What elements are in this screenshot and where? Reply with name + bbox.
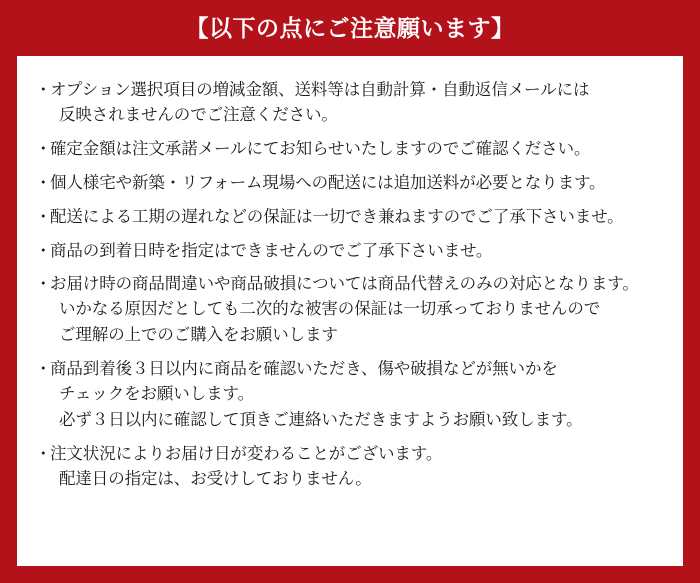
notice-item	[35, 78, 669, 128]
bullet-icon: ・	[35, 81, 52, 99]
notice-item-text: お届け時の商品間違いや商品破損については商品代替えのみの対応となります。	[50, 275, 639, 294]
notice-item-text: 商品の到着日時を指定はできませんのでご了承下さいませ。	[50, 241, 493, 260]
notice-item-lead	[35, 137, 669, 162]
notice-item-text: オプション選択項目の増減金額、送料等は自動計算・自動返信メールには	[50, 81, 590, 99]
notice-item-continuation: チェックをお願いします。	[59, 384, 254, 403]
notice-item-lead	[35, 357, 669, 382]
notice-item-text: 個人様宅や新築・リフォーム現場への配送には追加送料が必要となります。	[50, 174, 606, 193]
bullet-icon: ・	[35, 275, 52, 294]
bullet-icon: ・	[35, 174, 52, 193]
notice-item-lead	[35, 78, 669, 103]
notice-item-continuation: 配達日の指定は、お受けしておりません。	[59, 469, 372, 488]
notice-list	[35, 78, 669, 492]
notice-item-lead	[35, 171, 669, 196]
bullet-icon: ・	[35, 445, 52, 464]
bullet-icon: ・	[35, 360, 52, 379]
bullet-icon: ・	[35, 241, 52, 260]
bullet-icon: ・	[35, 207, 52, 226]
notice-item-lead	[35, 442, 669, 467]
notice-item	[35, 272, 669, 348]
bullet-icon: ・	[35, 140, 52, 159]
notice-item	[35, 137, 669, 162]
notice-item	[35, 239, 669, 264]
notice-item-lead	[35, 272, 669, 297]
notice-item-continuation: いかなる原因だとしても二次的な被害の保証は一切承っておりませんので	[59, 300, 601, 319]
notice-title: 【以下の点にご注意願います】	[185, 15, 515, 41]
notice-item-text: 配送による工期の遅れなどの保証は一切でき兼ねますのでご了承下さいませ。	[50, 207, 624, 226]
notice-item-continuation: ご理解の上でのご購入をお願いします	[59, 325, 338, 344]
notice-item	[35, 171, 669, 196]
notice-body	[17, 56, 683, 566]
notice-item-text: 商品到着後３日以内に商品を確認いただき、傷や破損などが無いかを	[50, 360, 558, 379]
notice-item-continuation: 反映されませんのでご注意ください。	[59, 105, 338, 124]
notice-item-lead	[35, 205, 669, 230]
notice-item-text: 注文状況によりお届け日が変わることがございます。	[50, 445, 443, 464]
notice-item-lead	[35, 239, 669, 264]
notice-item	[35, 442, 669, 492]
notice-item	[35, 357, 669, 433]
notice-item	[35, 205, 669, 230]
notice-item-continuation: 必ず３日以内に確認して頂きご連絡いただきますようお願い致します。	[59, 410, 583, 429]
notice-item-text: 確定金額は注文承諾メールにてお知らせいたしますのでご確認ください。	[50, 140, 591, 159]
